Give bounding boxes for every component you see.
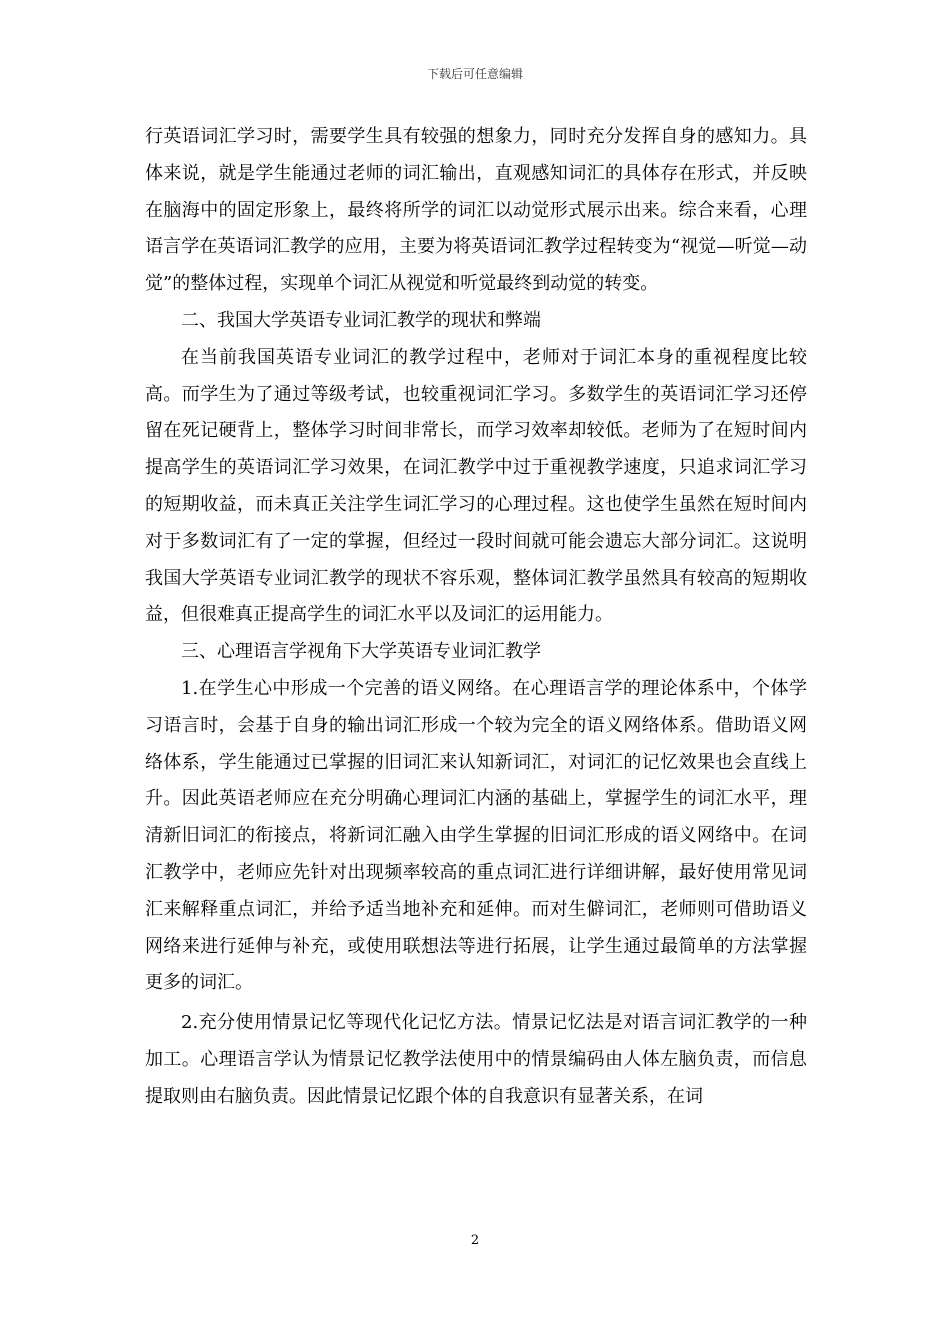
document-body	[145, 119, 807, 1116]
paragraph-current-status: 在当前我国英语专业词汇的教学过程中，老师对于词汇本身的重视程度比较高。而学生为了通过等级考试，也较重视词汇学习。多数学生的英语词汇学习还停留在死记硬背上，整体学习时间非常长，而学习效率却较低。老师为了在短时间内提高学生的英语词汇学习效果，在词汇教学中过于重视教学速度，只追求词汇学习的短期收益，而未真正关注学生词汇学习的心理过程。这也使学生虽然在短时间内对于多数词汇有了一定的掌握，但经过一段时间就可能会遗忘大部分词汇。这说明我国大学英语专业词汇教学的现状不容乐观，整体词汇教学虽然具有较高的短期收益，但很难真正提高学生的词汇水平以及词汇的运用能力。	[145, 346, 807, 626]
page-number: 2	[470, 1233, 480, 1248]
section-heading-2: 二、我国大学英语专业词汇教学的现状和弊端	[181, 309, 541, 331]
paragraph-semantic-network: 1.在学生心中形成一个完善的语义网络。在心理语言学的理论体系中，个体学习语言时，会基于自身的输出词汇形成一个较为完全的语义网络体系。借助语义网络体系，学生能通过已掌握的旧词汇来认知新词汇，对词汇的记忆效果也会直线上升。因此英语老师应在充分明确心理词汇内涵的基础上，掌握学生的词汇水平，理清新旧词汇的衔接点，将新词汇融入由学生掌握的旧词汇形成的语义网络中。在词汇教学中，老师应先针对出现频率较高的重点词汇进行详细讲解，最好使用常见词汇来解释重点词汇，并给予适当地补充和延伸。而对生僻词汇，老师则可借助语义网络来进行延伸与补充，或使用联想法等进行拓展，让学生通过最简单的方法掌握更多的词汇。	[145, 677, 807, 994]
paragraph-episodic-memory: 2.充分使用情景记忆等现代化记忆方法。情景记忆法是对语言词汇教学的一种加工。心理语言学认为情景记忆教学法使用中的情景编码由人体左脑负责，而信息提取则由右脑负责。因此情景记忆跟个体的自我意识有显著关系，在词	[145, 1012, 807, 1107]
page-header: 下载后可任意编辑	[426, 67, 523, 81]
paragraph-continuation: 行英语词汇学习时，需要学生具有较强的想象力，同时充分发挥自身的感知力。具体来说，就是学生能通过老师的词汇输出，直观感知词汇的具体存在形式，并反映在脑海中的固定形象上，最终将所学的词汇以动觉形式展示出来。综合来看，心理语言学在英语词汇教学的应用，主要为将英语词汇教学过程转变为“视觉—听觉—动觉”的整体过程，实现单个词汇从视觉和听觉最终到动觉的转变。	[145, 126, 807, 295]
section-heading-3: 三、心理语言学视角下大学英语专业词汇教学	[181, 641, 541, 663]
